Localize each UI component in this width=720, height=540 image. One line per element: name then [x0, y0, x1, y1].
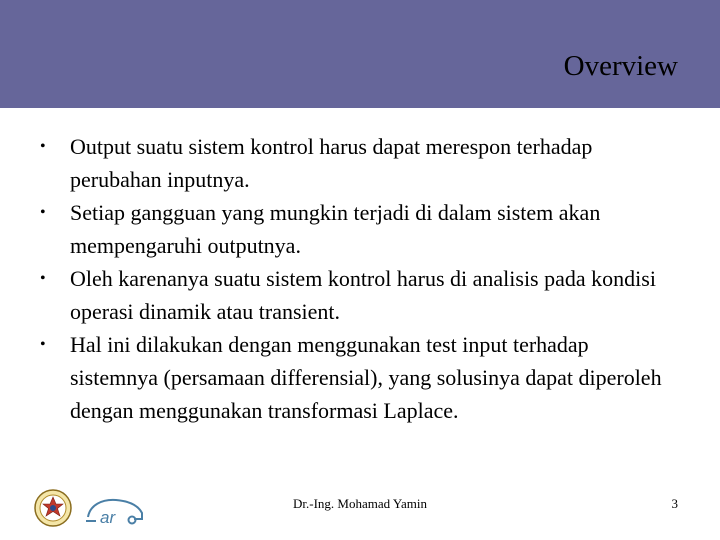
- bullet-item: [40, 262, 680, 328]
- slide-title: Overview: [563, 50, 678, 82]
- bullet-list: [40, 130, 680, 427]
- bullet-item: [40, 130, 680, 196]
- bullet-text: Oleh karenanya suatu sistem kontrol harus di analisis pada kondisi operasi dinamik atau transient.: [70, 266, 656, 324]
- bullet-text: Hal ini dilakukan dengan menggunakan test input terhadap sistemnya (persamaan differensial), yang solusinya dapat diperoleh dengan menggunakan transformasi Laplace.: [70, 332, 662, 423]
- bullet-text: Output suatu sistem kontrol harus dapat merespon terhadap perubahan inputnya.: [70, 134, 593, 192]
- bullet-icon: •: [40, 204, 46, 221]
- logo-text: ar: [100, 508, 116, 527]
- bullet-icon: •: [40, 138, 46, 155]
- bullet-item: [40, 196, 680, 262]
- bullet-icon: •: [40, 336, 46, 353]
- page-number: 3: [671, 496, 678, 511]
- bullet-item: [40, 328, 680, 427]
- bullet-icon: •: [40, 270, 46, 287]
- bullet-text: Setiap gangguan yang mungkin terjadi di dalam sistem akan mempengaruhi outputnya.: [70, 200, 601, 258]
- title-bar: [0, 0, 720, 108]
- footer-author: Dr.-Ing. Mohamad Yamin: [293, 496, 427, 511]
